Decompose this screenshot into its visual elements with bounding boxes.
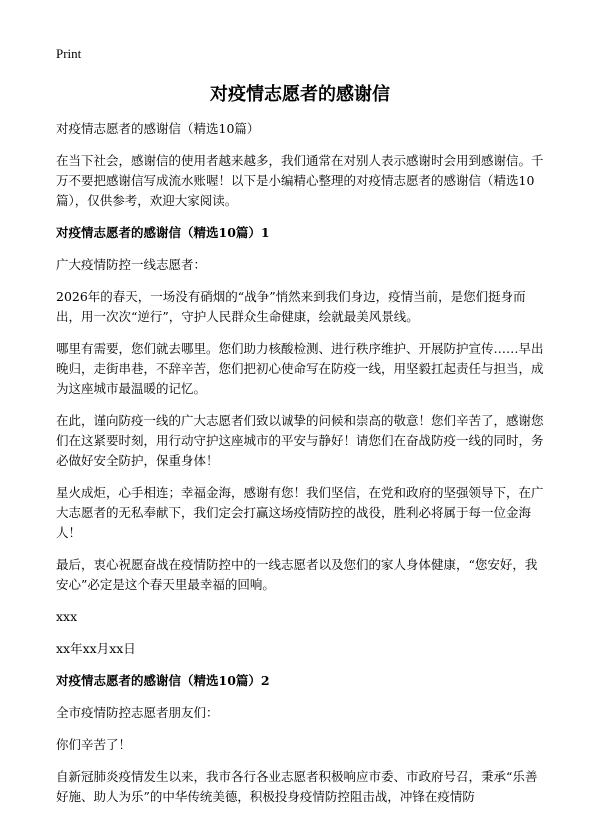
letter-paragraph: 最后，衷心祝愿奋战在疫情防控中的一线志愿者以及您们的家人身体健康，“您安好，我安心”必定是这个春天里最幸福的回响。 xyxy=(56,557,538,592)
print-link[interactable]: Print xyxy=(56,46,82,61)
letter-paragraph: 自新冠肺炎疫情发生以来，我市各行各业志愿者积极响应市委、市政府号召，秉承“乐善好施、助人为乐”的中华传统美德，积极投身疫情防控阻击战，冲锋在疫情防 xyxy=(56,769,538,804)
letter-paragraph: 2026年的春天，一场没有硝烟的“战争”悄然来到我们身边，疫情当前，是您们挺身而出，用一次次“逆行”，守护人民群众生命健康，绘就最美风景线。 xyxy=(56,289,526,324)
intro-paragraph: 在当下社会，感谢信的使用者越来越多，我们通常在对别人表示感谢时会用到感谢信。千万不要把感谢信写成流水账喔！以下是小编精心整理的对疫情志愿者的感谢信（精选10篇），仅供参考，欢迎大家阅读。 xyxy=(56,153,544,208)
document-body xyxy=(56,119,548,819)
letter-section-1 xyxy=(56,223,548,659)
letter-paragraph: 星火成炬，心手相连；幸福金海，感谢有您！我们坚信，在党和政府的坚强领导下，在广大志愿者的无私奉献下，我们定会打赢这场疫情防控的战役，胜利必将属于每一位金海人！ xyxy=(56,485,544,540)
letter-greeting: 广大疫情防控一线志愿者： xyxy=(56,257,207,272)
letter-date: xx年xx月xx日 xyxy=(56,641,136,656)
section-heading: 对疫情志愿者的感谢信（精选10篇）1 xyxy=(56,225,270,240)
section-heading: 对疫情志愿者的感谢信（精选10篇）2 xyxy=(56,673,270,688)
letter-signature: xxx xyxy=(56,609,78,624)
document-subtitle: 对疫情志愿者的感谢信（精选10篇） xyxy=(56,121,260,136)
letter-paragraph: 在此，谨向防疫一线的广大志愿者们致以诚挚的问候和崇高的敬意！您们辛苦了，感谢您们在这紧要时刻，用行动守护这座城市的平安与静好！请您们在奋战防疫一线的同时，务必做好安全防护，保重身体！ xyxy=(56,413,544,468)
letter-paragraph: 哪里有需要，您们就去哪里。您们助力核酸检测、进行秩序维护、开展防护宣传……早出晚归，走街串巷，不辞辛苦，您们把初心使命写在防疫一线，用坚毅扛起责任与担当，成为这座城市最温暖的记忆。 xyxy=(56,341,544,396)
letter-section-2 xyxy=(56,671,548,807)
page-title: 对疫情志愿者的感谢信 xyxy=(210,84,390,105)
letter-greeting: 全市疫情防控志愿者朋友们： xyxy=(56,705,219,720)
letter-paragraph: 你们辛苦了！ xyxy=(56,737,132,752)
